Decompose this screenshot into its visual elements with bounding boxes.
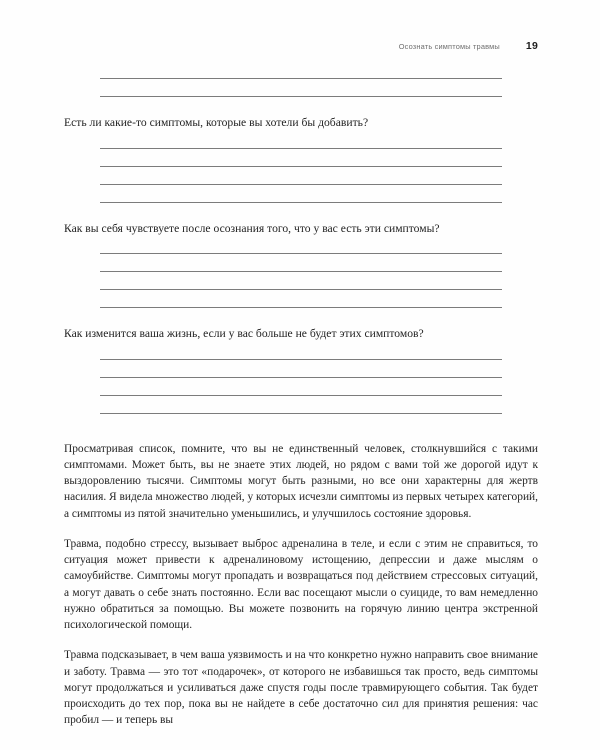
answer-lines[interactable] <box>64 148 538 203</box>
answer-line[interactable] <box>100 184 502 185</box>
answer-line[interactable] <box>100 148 502 149</box>
answer-line[interactable] <box>100 377 502 378</box>
worksheet-question-2 <box>64 221 538 309</box>
body-paragraph: Просматривая список, помните, что вы не единственный человек, столкнувшийся с такими симптомами. Может быть, вы не знаете этих людей, но рядом с вами той же дорогой идут к выздоровлению тысячи. Симптомы могут быть разными, но все они характерны для жертв насилия. Я видела множество людей, у которых исчезли симптомы из первых четырех категорий, а симптомы из пятой значительно уменьшились, и улучшилось состояние здоровья. <box>64 442 538 520</box>
answer-line[interactable] <box>100 96 502 97</box>
answer-line[interactable] <box>100 166 502 167</box>
body-paragraph: Травма подсказывает, в чем ваша уязвимость и на что конкретно нужно направить свое внимание и заботу. Травма — это тот «подарочек», от которого не избавишься так просто, ведь симптомы могут продолжаться и усиливаться даже спустя годы после травмирующего события. Так будет происходить до тех пор, пока вы не найдете в себе достаточно сил для принятия решения: час пробил — и теперь вы <box>64 649 538 727</box>
page-content <box>64 72 538 729</box>
answer-line[interactable] <box>100 307 502 308</box>
answer-lines[interactable] <box>64 253 538 308</box>
worksheet-question-3 <box>64 326 538 414</box>
question-text: Есть ли какие-то симптомы, которые вы хотели бы добавить? <box>64 116 369 129</box>
question-text: Как изменится ваша жизнь, если у вас больше не будет этих симптомов? <box>64 327 424 341</box>
answer-line[interactable] <box>100 413 502 414</box>
running-head-title: Осознать симптомы травмы <box>398 42 500 51</box>
answer-line[interactable] <box>100 271 502 272</box>
answer-line[interactable] <box>100 395 502 396</box>
worksheet-question-1 <box>64 115 538 203</box>
running-head <box>64 40 538 56</box>
page-number: 19 <box>525 40 538 52</box>
worksheet-questions <box>64 115 538 414</box>
body-text <box>64 441 538 729</box>
answer-line[interactable] <box>100 359 502 360</box>
answer-line[interactable] <box>100 202 502 203</box>
answer-lines-carryover[interactable] <box>64 72 538 97</box>
answer-line[interactable] <box>100 253 502 254</box>
answer-line[interactable] <box>100 78 502 79</box>
body-paragraph: Травма, подобно стрессу, вызывает выброс адреналина в теле, и если с этим не справиться, то ситуация может привести к адреналиновому истощению, депрессии и даже мыслям о самоубийстве. Симптомы могут пропадать и возвращаться под действием стрессовых ситуаций, а могут давать о себе знать постоянно. Если вас посещают мысли о суициде, то вам немедленно нужно обратиться за помощью. Вы можете позвонить на горячую линию центра экстренной психологической помощи. <box>64 537 538 632</box>
answer-line[interactable] <box>100 289 502 290</box>
answer-lines[interactable] <box>64 359 538 414</box>
question-text: Как вы себя чувствуете после осознания того, что у вас есть эти симптомы? <box>64 221 440 235</box>
